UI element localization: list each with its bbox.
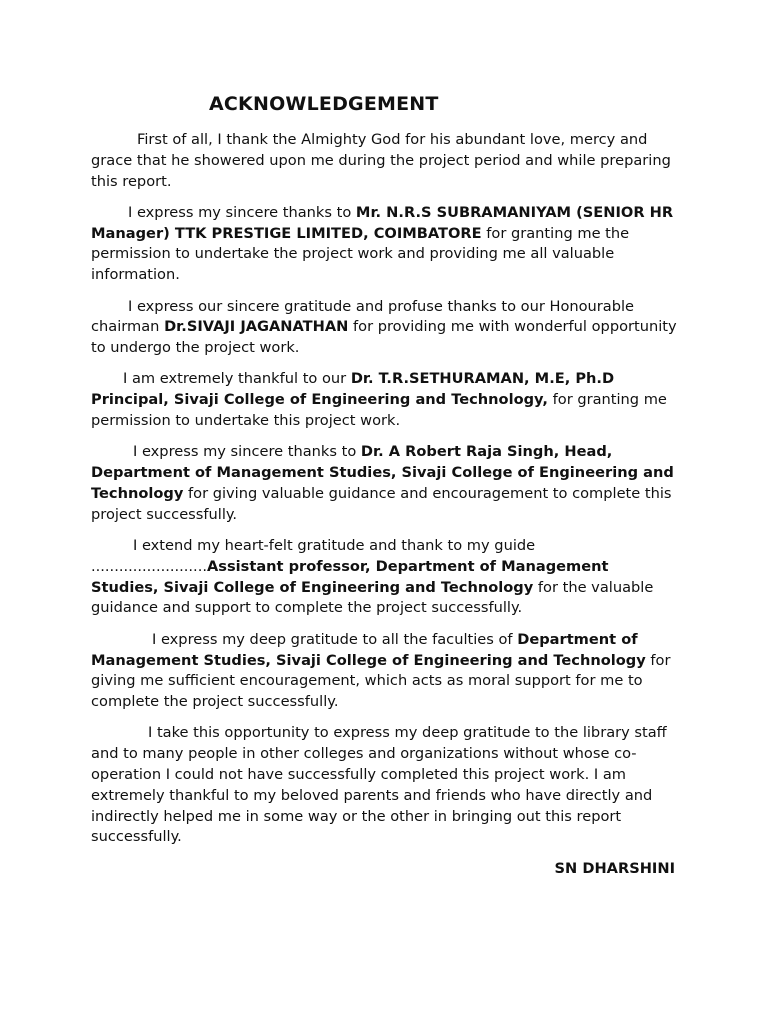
paragraph-text: for providing me with wonderful opportunity to undergo the project work. xyxy=(91,318,677,357)
acknowledgement-body xyxy=(91,130,681,880)
paragraph-thanks-principal xyxy=(91,369,681,431)
bold-name-principal: Dr. T.R.SETHURAMAN, M.E, Ph.D Principal, Sivaji College of Engineering and Technology, xyxy=(91,370,615,409)
bold-name-head: Dr. A Robert Raja Singh, Head, Department of Management Studies, Sivaji College of Engineering and Technology xyxy=(91,443,674,502)
paragraph-text: I extend my heart-felt gratitude and thank to my guide ......................... xyxy=(91,537,536,575)
paragraph-text: I express my sincere thanks to xyxy=(133,443,361,461)
paragraph-text: I am extremely thankful to our xyxy=(123,370,351,388)
paragraph-thanks-god xyxy=(91,130,681,192)
signature-name: SN DHARSHINI xyxy=(554,859,675,877)
paragraph-text: First of all, I thank the Almighty God for his abundant love, mercy and grace that he showered upon me during the project period and while preparing this report. xyxy=(91,131,671,190)
paragraph-text: I express our sincere gratitude and profuse thanks to our Honourable chairman xyxy=(91,297,635,336)
paragraph-text: for the valuable guidance and support to complete the project successfully. xyxy=(91,578,654,617)
page-title: ACKNOWLEDGEMENT xyxy=(209,93,439,115)
paragraph-text: for granting me permission to undertake this project work. xyxy=(91,391,667,430)
paragraph-thanks-faculties xyxy=(91,630,681,713)
paragraph-thanks-head xyxy=(91,442,681,525)
bold-name-guide: Assistant professor, Department of Management Studies, Sivaji College of Engineering and Technology xyxy=(91,557,609,596)
paragraph-text: for granting me the permission to undertake the project work and providing me all valuable information. xyxy=(91,224,630,284)
bold-name-department: Department of Management Studies, Sivaji College of Engineering and Technology xyxy=(91,630,646,669)
paragraph-thanks-guide xyxy=(91,536,681,619)
bold-name-hr-manager: Mr. N.R.S SUBRAMANIYAM (SENIOR HR Manager) TTK PRESTIGE LIMITED, COIMBATORE xyxy=(91,203,674,242)
paragraph-thanks-library-staff xyxy=(91,723,681,848)
paragraph-text: I take this opportunity to express my deep gratitude to the library staff and to many people in other colleges and organizations without whose co-operation I could not have successfully completed this project work. I am extremely thankful to my beloved parents and friends who have directly and indirectly helped me in some way or the other in bringing out this report successfully. xyxy=(91,724,667,846)
paragraph-thanks-hr-manager xyxy=(91,203,681,286)
paragraph-text: for giving me sufficient encouragement, which acts as moral support for me to complete the project successfully. xyxy=(91,651,671,711)
paragraph-thanks-chairman xyxy=(91,297,681,359)
paragraph-text: I express my deep gratitude to all the faculties of xyxy=(152,630,518,648)
bold-name-chairman: Dr.SIVAJI JAGANATHAN xyxy=(164,318,349,336)
paragraph-text: I express my sincere thanks to xyxy=(128,203,356,221)
paragraph-text: for giving valuable guidance and encouragement to complete this project successfully. xyxy=(91,484,672,523)
